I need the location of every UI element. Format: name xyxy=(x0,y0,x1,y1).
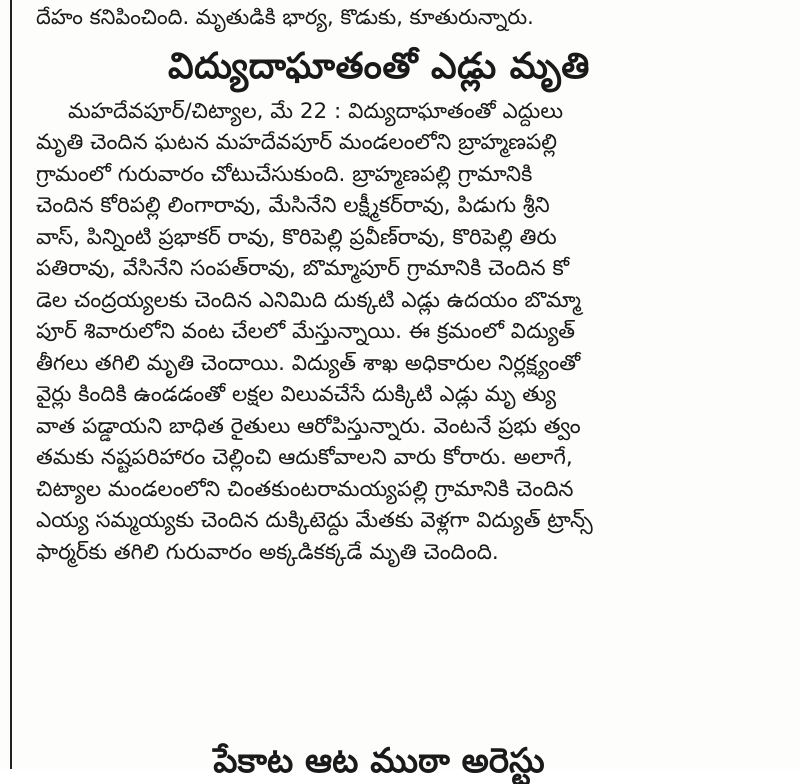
column-divider xyxy=(10,0,12,769)
text-line: ఫార్మర్‌కు తగిలి గురువారం అక్కడికక్కడే మృతి చెందింది. xyxy=(36,539,499,565)
article-headline: విద్యుదాఘాతంతో ఎడ్లు మృతి xyxy=(168,45,590,87)
text-line: డెల చంద్రయ్యలకు చెందిన ఎనిమిది దుక్కటి ఎడ్లు ఉదయం బొమ్మా xyxy=(36,287,581,313)
text-line: వాస్, పిన్నింటి ప్రభాకర్ రావు, కొరిపెల్లి ప్రవీణ్‌రావు, కొరిపెల్లి తిరు xyxy=(36,224,557,250)
text-line: పూర్ శివారులోని వంట చేలలో మేస్తున్నాయి. ఈ క్రమంలో విద్యుత్ xyxy=(36,319,576,344)
previous-article-text xyxy=(36,0,722,34)
text-line: తమకు నష్టపరిహారం చెల్లించి ఆదుకోవాలని వారు కోరారు. అలాగే, xyxy=(36,445,573,470)
article-body xyxy=(36,96,722,569)
text-line: తీగలు తగిలి మృతి చెందాయి. విద్యుత్ శాఖ అధికారుల నిర్లక్ష్యంతో xyxy=(36,350,581,376)
text-line: మృతి చెందిన ఘటన మహదేవపూర్ మండలంలోని బ్రాహ్మణపల్లి xyxy=(36,130,557,155)
text-line: ఎయ్య సమ్మయ్యకు చెందిన దుక్కిటెద్దు మేతకు వెళ్లగా విద్యుత్ ట్రాన్స్ xyxy=(36,508,593,533)
text-line: గ్రామంలో గురువారం చోటుచేసుకుంది. బ్రాహ్మణపల్లి గ్రామానికి xyxy=(36,161,533,187)
text-line: మహదేవపూర్/చిట్యాల, మే 22 : విద్యుదాఘాతంతో ఎద్దులు xyxy=(68,98,564,124)
text-line: పతిరావు, వేసినేని సంపత్‌రావు, బొమ్మాపూర్ గ్రామానికి చెందిన కో xyxy=(36,256,570,281)
text-line: చెందిన కోరిపల్లి లింగారావు, మేసినేని లక్ష్మీకర్‌రావు, పిడుగు శ్రీని xyxy=(36,193,550,218)
next-article-headline: పేకాట ఆట ముఠా అరెస్టు xyxy=(213,741,545,781)
text-line: దేహం కనిపించింది. మృతుడికి భార్య, కొడుకు, కూతురున్నారు. xyxy=(36,5,534,29)
text-line: వైర్లు కిందికి ఉండడంతో లక్షల విలువచేసే దుక్కిటి ఎడ్లు మృ త్యు xyxy=(36,382,557,407)
article-column xyxy=(36,0,722,568)
text-line: చిట్యాల మండలంలోని చింతకుంటరామయ్యపల్లి గ్రామానికి చెందిన xyxy=(36,476,574,502)
text-line: వాత పడ్డాయని బాధిత రైతులు ఆరోపిస్తున్నారు. వెంటనే ప్రభు త్వం xyxy=(36,413,581,439)
